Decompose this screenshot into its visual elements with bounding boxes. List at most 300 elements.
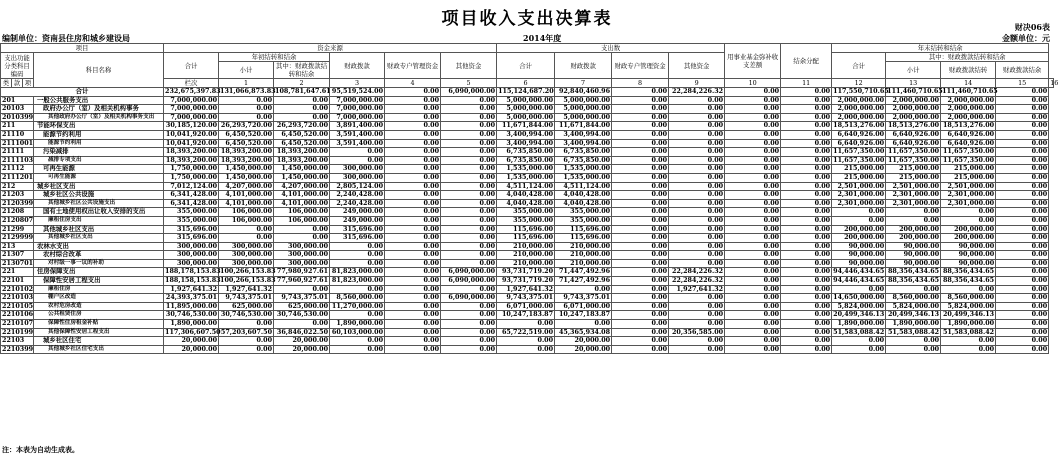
amount-cell: 0.00 [385, 96, 441, 105]
amount-cell: 1,890,000.00 [941, 320, 996, 329]
amount-cell: 4,101,000.00 [219, 199, 274, 208]
amount-cell: 0.00 [385, 199, 441, 208]
amount-cell: 81,823,000.00 [330, 268, 385, 277]
amount-cell: 0.00 [612, 337, 669, 346]
amount-cell: 0.00 [781, 88, 832, 97]
amount-cell: 0.00 [941, 337, 996, 346]
amount-cell: 0.00 [441, 302, 497, 311]
amount-cell: 6,071,000.00 [555, 302, 612, 311]
amount-cell: 0.00 [725, 328, 781, 337]
amount-cell: 0.00 [725, 259, 781, 268]
amount-cell: 20,356,585.00 [669, 328, 725, 337]
amount-cell: 0.00 [441, 225, 497, 234]
amount-cell: 0.00 [781, 165, 832, 174]
amount-cell: 0.00 [725, 345, 781, 354]
amount-cell: 0.00 [781, 277, 832, 286]
table-body [1, 88, 1054, 354]
amount-cell: 4,101,000.00 [274, 191, 330, 200]
amount-cell: 7,000,000.00 [330, 113, 385, 122]
amount-cell: 26,293,720.00 [219, 122, 274, 131]
amount-cell: 300,000.00 [274, 251, 330, 260]
amount-cell: 0.00 [385, 337, 441, 346]
subject-code: 21208 [1, 208, 34, 217]
header-ye-fiscal2: 财政拨款结余 [996, 62, 1049, 79]
amount-cell: 300,000.00 [164, 251, 219, 260]
amount-cell: 6,640,926.00 [886, 139, 941, 148]
amount-cell: 65,722,519.00 [497, 328, 555, 337]
amount-cell: 1,890,000.00 [164, 320, 219, 329]
amount-cell: 0.00 [725, 311, 781, 320]
amount-cell: 215,000.00 [886, 165, 941, 174]
amount-cell: 0.00 [725, 139, 781, 148]
amount-cell: 210,000.00 [555, 242, 612, 251]
amount-cell: 8,560,000.00 [886, 294, 941, 303]
amount-cell: 6,640,926.00 [886, 130, 941, 139]
amount-cell: 94,446,434.65 [833, 276, 885, 285]
amount-cell: 88,356,434.65 [886, 268, 941, 277]
amount-cell: 4,040,428.00 [555, 199, 612, 208]
amount-cell: 10,247,183.87 [555, 311, 612, 320]
amount-cell: 0.00 [781, 345, 832, 354]
amount-cell: 2,805,124.00 [330, 182, 385, 191]
amount-cell: 0.00 [219, 113, 274, 122]
amount-cell: 232,675,397.83 [165, 87, 221, 95]
amount-cell: 0.00 [669, 320, 725, 329]
amount-cell: 10,041,920.00 [164, 139, 219, 148]
header-ye-subtotal: 小计 [886, 62, 941, 79]
amount-cell: 9,743,375.01 [219, 294, 274, 303]
amount-cell: 2,000,000.00 [941, 96, 996, 105]
header-exp-other: 其他资金 [669, 53, 725, 79]
subject-name: 节能环保支出 [34, 122, 164, 131]
amount-cell: 0.00 [669, 96, 725, 105]
amount-cell: 2,240,428.00 [330, 199, 385, 208]
amount-cell: 0.00 [996, 173, 1049, 182]
amount-cell: 14,650,000.00 [833, 293, 885, 302]
amount-cell: 100,266,153.83 [220, 267, 276, 276]
amount-cell: 0.00 [274, 225, 330, 234]
table-row [1, 320, 1054, 329]
subject-code: 22103 [1, 337, 34, 346]
amount-cell: 0.00 [832, 337, 886, 346]
amount-cell: 0.00 [941, 208, 996, 217]
amount-cell: 0.00 [669, 156, 725, 165]
amount-cell: 0.00 [781, 113, 832, 122]
subject-code: 2130701 [2, 258, 34, 267]
amount-cell: 0.00 [725, 294, 781, 303]
amount-cell: 71,447,492.96 [555, 268, 612, 277]
amount-cell: 51,583,088.42 [941, 328, 996, 337]
amount-cell: 3,400,994.00 [497, 139, 555, 148]
amount-cell: 6,090,000.00 [441, 268, 497, 277]
amount-cell: 20,000.00 [555, 345, 612, 354]
amount-cell: 0.00 [385, 251, 441, 260]
amount-cell: 51,583,088.42 [886, 328, 941, 337]
amount-cell: 0.00 [996, 156, 1049, 165]
amount-cell: 0.00 [725, 320, 781, 329]
amount-cell: 0.00 [669, 311, 725, 320]
col-no: 8 [612, 79, 669, 88]
amount-cell: 0.00 [385, 105, 441, 114]
amount-cell: 0.00 [274, 113, 330, 122]
amount-cell: 300,000.00 [164, 242, 219, 251]
amount-cell: 0.00 [330, 259, 385, 268]
amount-cell: 45,365,934.08 [555, 328, 612, 337]
amount-cell: 2,240,428.00 [330, 191, 385, 200]
amount-cell: 0.00 [385, 328, 441, 337]
table-row [1, 337, 1054, 346]
amount-cell: 0.00 [886, 345, 941, 354]
subject-code: 2111201 [2, 172, 34, 181]
subject-code: 2210399 [2, 344, 34, 353]
amount-cell: 0.00 [441, 337, 497, 346]
subject-code: 21299 [1, 225, 34, 234]
amount-cell: 0.00 [996, 113, 1049, 122]
amount-cell: 115,124,687.20 [498, 87, 554, 95]
header-project: 项目 [1, 44, 164, 53]
amount-cell: 0.00 [330, 345, 385, 354]
amount-cell: 4,207,000.00 [219, 182, 274, 191]
amount-cell: 1,927,641.32 [497, 285, 555, 294]
header-exp-total: 合计 [497, 53, 555, 79]
amount-cell: 6,090,000.00 [441, 88, 497, 97]
amount-cell: 22,284,226.32 [669, 277, 725, 286]
amount-cell: 4,511,124.00 [555, 182, 612, 191]
amount-cell: 115,696.00 [555, 234, 612, 243]
header-exp-fiscal: 财政拨款 [555, 53, 612, 79]
amount-cell: 0.00 [441, 216, 497, 225]
amount-cell: 0.00 [441, 105, 497, 114]
amount-cell: 0.00 [996, 96, 1049, 105]
amount-cell: 0.00 [612, 191, 669, 200]
amount-cell: 117,306,607.50 [165, 327, 221, 336]
amount-cell: 0.00 [996, 88, 1049, 97]
subject-name: 能源节约利用 [34, 139, 164, 148]
amount-cell: 1,890,000.00 [886, 320, 941, 329]
amount-cell: 7,012,124.00 [164, 182, 219, 191]
subject-code: 2210107 [2, 319, 34, 328]
amount-cell: 5,000,000.00 [497, 96, 555, 105]
amount-cell: 4,040,428.00 [497, 199, 555, 208]
amount-cell: 117,550,710.65 [833, 87, 889, 95]
amount-cell: 0.00 [725, 96, 781, 105]
amount-cell: 0.00 [669, 234, 725, 243]
amount-cell: 0.00 [612, 311, 669, 320]
amount-cell: 0.00 [996, 259, 1049, 268]
amount-cell: 0.00 [996, 268, 1049, 277]
amount-cell: 20,499,346.13 [886, 311, 941, 320]
amount-cell: 215,000.00 [832, 165, 886, 174]
amount-cell: 0.00 [612, 302, 669, 311]
amount-cell: 200,000.00 [941, 225, 996, 234]
amount-cell: 0.00 [385, 139, 441, 148]
amount-cell: 3,400,994.00 [555, 139, 612, 148]
amount-cell: 0.00 [385, 191, 441, 200]
amount-cell: 625,000.00 [219, 302, 274, 311]
amount-cell: 11,657,350.00 [833, 155, 885, 164]
subject-code: 21112 [1, 165, 34, 174]
amount-cell: 0.00 [669, 199, 725, 208]
amount-cell: 3,400,994.00 [555, 130, 612, 139]
amount-cell: 8,560,000.00 [941, 294, 996, 303]
table-row [1, 105, 1054, 114]
amount-cell: 111,460,710.65 [942, 87, 998, 95]
amount-cell: 5,000,000.00 [555, 96, 612, 105]
report-title: 项目收入支出决算表 [441, 9, 613, 29]
amount-cell: 18,393,200.00 [274, 148, 330, 157]
header-funding-source: 资金来源 [164, 44, 497, 53]
amount-cell: 0.00 [612, 208, 669, 217]
amount-cell: 3,400,994.00 [497, 130, 555, 139]
amount-cell: 20,000.00 [274, 345, 330, 354]
amount-cell: 20,000.00 [164, 337, 219, 346]
header-ye-among: 其中：财政拨款结转和结余 [886, 53, 1049, 62]
amount-cell: 9,743,375.01 [555, 294, 612, 303]
amount-cell: 0.00 [669, 182, 725, 191]
amount-cell: 0.00 [612, 285, 669, 294]
amount-cell: 0.00 [725, 285, 781, 294]
amount-cell: 0.00 [832, 285, 886, 294]
amount-cell: 1,750,000.00 [164, 165, 219, 174]
amount-cell: 20,499,346.13 [941, 311, 996, 320]
amount-cell: 77,960,927.61 [274, 277, 330, 286]
amount-cell: 0.00 [781, 122, 832, 131]
amount-cell: 0.00 [385, 122, 441, 131]
subject-code: 2111001 [2, 138, 34, 147]
table-row [1, 148, 1054, 157]
amount-cell: 0.00 [612, 345, 669, 354]
amount-cell: 5,000,000.00 [555, 113, 612, 122]
amount-cell: 57,203,607.50 [219, 328, 274, 337]
amount-cell: 0.00 [385, 294, 441, 303]
amount-cell: 0.00 [385, 345, 441, 354]
amount-cell: 11,657,350.00 [941, 156, 996, 165]
amount-cell: 0.00 [612, 139, 669, 148]
amount-cell: 0.00 [725, 234, 781, 243]
amount-cell: 0.00 [385, 277, 441, 286]
amount-cell: 0.00 [441, 328, 497, 337]
amount-cell: 0.00 [725, 156, 781, 165]
amount-cell: 1,535,000.00 [497, 165, 555, 174]
amount-cell: 2,301,000.00 [886, 191, 941, 200]
amount-cell: 0.00 [219, 225, 274, 234]
amount-cell: 0.00 [781, 148, 832, 157]
amount-cell: 115,696.00 [497, 225, 555, 234]
subject-name: 其他城乡社区支出 [34, 234, 164, 243]
subject-name: 农村综合改革 [34, 251, 164, 260]
amount-cell: 0.00 [725, 130, 781, 139]
amount-cell: 2,000,000.00 [832, 96, 886, 105]
subject-name: 城乡社区住宅 [34, 337, 164, 346]
col-no: 16 [1050, 79, 1058, 87]
amount-cell: 0.00 [996, 277, 1049, 286]
amount-cell: 8,560,000.00 [330, 294, 385, 303]
amount-cell: 1,450,000.00 [219, 165, 274, 174]
amount-cell: 0.00 [886, 285, 941, 294]
amount-cell: 2,000,000.00 [941, 113, 996, 122]
amount-cell: 0.00 [781, 294, 832, 303]
subject-name: 城乡社区公共设施 [34, 191, 164, 200]
amount-cell: 200,000.00 [941, 234, 996, 243]
amount-cell: 9,743,375.01 [274, 294, 330, 303]
amount-cell: 0.00 [725, 165, 781, 174]
amount-cell: 0.00 [385, 88, 441, 97]
amount-cell: 115,696.00 [555, 225, 612, 234]
amount-cell: 30,746,530.00 [274, 311, 330, 320]
amount-cell: 0.00 [996, 225, 1049, 234]
amount-cell: 0.00 [669, 173, 725, 182]
amount-cell: 0.00 [669, 105, 725, 114]
amount-cell: 0.00 [781, 268, 832, 277]
amount-cell: 0.00 [612, 234, 669, 243]
amount-cell: 0.00 [781, 139, 832, 148]
amount-cell: 100,266,153.83 [220, 276, 276, 285]
amount-cell: 7,000,000.00 [330, 96, 385, 105]
amount-cell: 0.00 [725, 225, 781, 234]
amount-cell: 0.00 [781, 105, 832, 114]
amount-cell: 300,000.00 [330, 173, 385, 182]
col-no: 14 [941, 79, 996, 88]
amount-cell: 0.00 [725, 208, 781, 217]
amount-cell: 10,041,920.00 [164, 130, 219, 139]
amount-cell: 0.00 [497, 320, 555, 329]
amount-cell: 0.00 [219, 345, 274, 354]
header-begin-balance: 年初结转和结余 [219, 53, 330, 62]
amount-cell: 200,000.00 [886, 234, 941, 243]
amount-cell: 215,000.00 [941, 165, 996, 174]
amount-cell: 88,356,434.65 [941, 268, 996, 277]
amount-cell: 210,000.00 [497, 251, 555, 260]
amount-cell: 0.00 [781, 225, 832, 234]
amount-cell: 0.00 [441, 259, 497, 268]
amount-cell: 6,450,520.00 [274, 139, 330, 148]
amount-cell: 6,640,926.00 [832, 130, 886, 139]
amount-cell: 355,000.00 [555, 216, 612, 225]
col-no: 1 [219, 79, 274, 88]
amount-cell: 5,000,000.00 [497, 113, 555, 122]
subject-code: 21203 [1, 191, 34, 200]
amount-cell: 131,066,873.83 [220, 87, 276, 95]
amount-cell: 0.00 [781, 320, 832, 329]
table-row [1, 130, 1054, 139]
header-other: 其他资金 [441, 53, 497, 79]
amount-cell: 6,640,926.00 [941, 139, 996, 148]
amount-cell: 6,735,850.00 [555, 148, 612, 157]
header-exp-special: 财政专户管理资金 [612, 53, 669, 79]
amount-cell: 77,980,927.61 [274, 268, 330, 277]
amount-cell: 20,000.00 [274, 337, 330, 346]
amount-cell: 0.00 [219, 337, 274, 346]
header-special: 财政专户管理资金 [385, 53, 441, 79]
amount-cell: 0.00 [781, 311, 832, 320]
amount-cell: 0.00 [669, 148, 725, 157]
amount-cell: 0.00 [441, 156, 497, 165]
amount-cell: 1,927,641.32 [219, 285, 274, 294]
amount-cell: 0.00 [781, 216, 832, 225]
amount-cell: 0.00 [832, 208, 886, 217]
amount-cell: 2,301,000.00 [886, 199, 941, 208]
subject-code: 213 [1, 242, 34, 251]
amount-cell: 355,000.00 [164, 208, 219, 217]
amount-cell: 0.00 [669, 345, 725, 354]
amount-cell: 0.00 [219, 105, 274, 114]
subject-code: 2129999 [2, 233, 34, 242]
amount-cell: 0.00 [330, 156, 385, 165]
amount-cell: 0.00 [781, 328, 832, 337]
amount-cell: 0.00 [996, 242, 1049, 251]
amount-cell: 0.00 [996, 234, 1049, 243]
amount-cell: 0.00 [385, 148, 441, 157]
amount-cell: 0.00 [612, 251, 669, 260]
amount-cell: 0.00 [725, 173, 781, 182]
amount-cell: 4,040,428.00 [497, 191, 555, 200]
table-row [1, 216, 1054, 225]
amount-cell: 0.00 [996, 165, 1049, 174]
amount-cell: 249,000.00 [330, 208, 385, 217]
subject-name: 一般公共服务支出 [34, 96, 164, 105]
amount-cell: 18,513,276.00 [886, 122, 941, 131]
subject-name: 其他政府办公厅（室）及相关机构事务支出 [34, 113, 164, 122]
amount-cell: 6,735,850.00 [497, 156, 555, 165]
subject-name: 能源节约利用 [34, 130, 164, 139]
amount-cell: 210,000.00 [497, 242, 555, 251]
amount-cell: 188,178,153.83 [165, 267, 221, 276]
amount-cell: 18,393,200.00 [219, 148, 274, 157]
amount-cell: 0.00 [781, 191, 832, 200]
amount-cell: 71,427,492.96 [555, 277, 612, 286]
amount-cell: 0.00 [725, 242, 781, 251]
amount-cell: 0.00 [441, 173, 497, 182]
amount-cell: 0.00 [385, 259, 441, 268]
amount-cell: 0.00 [781, 130, 832, 139]
amount-cell: 0.00 [219, 96, 274, 105]
col-no: 4 [385, 79, 441, 88]
amount-cell: 2,000,000.00 [886, 113, 941, 122]
total-label: 合计 [1, 88, 164, 97]
amount-cell: 18,393,200.00 [164, 148, 219, 157]
amount-cell: 355,000.00 [164, 216, 219, 225]
amount-cell: 2,301,000.00 [941, 199, 996, 208]
amount-cell: 0.00 [612, 96, 669, 105]
amount-cell: 0.00 [996, 311, 1049, 320]
amount-cell: 0.00 [219, 234, 274, 243]
subject-name: 对村级一事一议的补助 [34, 259, 164, 268]
amount-cell: 9,743,375.01 [497, 294, 555, 303]
amount-cell: 0.00 [725, 105, 781, 114]
amount-cell: 6,735,850.00 [497, 148, 555, 157]
amount-cell: 4,511,124.00 [497, 182, 555, 191]
amount-cell: 88,356,434.65 [886, 277, 941, 286]
subject-name: 棚户区改造 [34, 294, 164, 303]
header-year-end: 年末结转和结余 [832, 44, 1049, 53]
amount-cell: 2,301,000.00 [832, 199, 886, 208]
subject-code: 22101 [1, 277, 34, 286]
amount-cell: 0.00 [725, 122, 781, 131]
amount-cell: 0.00 [781, 259, 832, 268]
header-kuan: 款 [12, 79, 23, 88]
amount-cell: 0.00 [669, 130, 725, 139]
subject-code: 201 [1, 96, 34, 105]
amount-cell: 90,000.00 [886, 259, 941, 268]
amount-cell: 300,000.00 [219, 251, 274, 260]
amount-cell: 1,927,641.32 [164, 285, 219, 294]
amount-cell: 1,927,641.32 [669, 285, 725, 294]
amount-cell: 0.00 [996, 122, 1049, 131]
amount-cell: 6,450,520.00 [219, 130, 274, 139]
amount-cell: 0.00 [669, 251, 725, 260]
header-column-no: 栏次 [164, 79, 219, 88]
subject-code: 2120807 [2, 215, 34, 224]
